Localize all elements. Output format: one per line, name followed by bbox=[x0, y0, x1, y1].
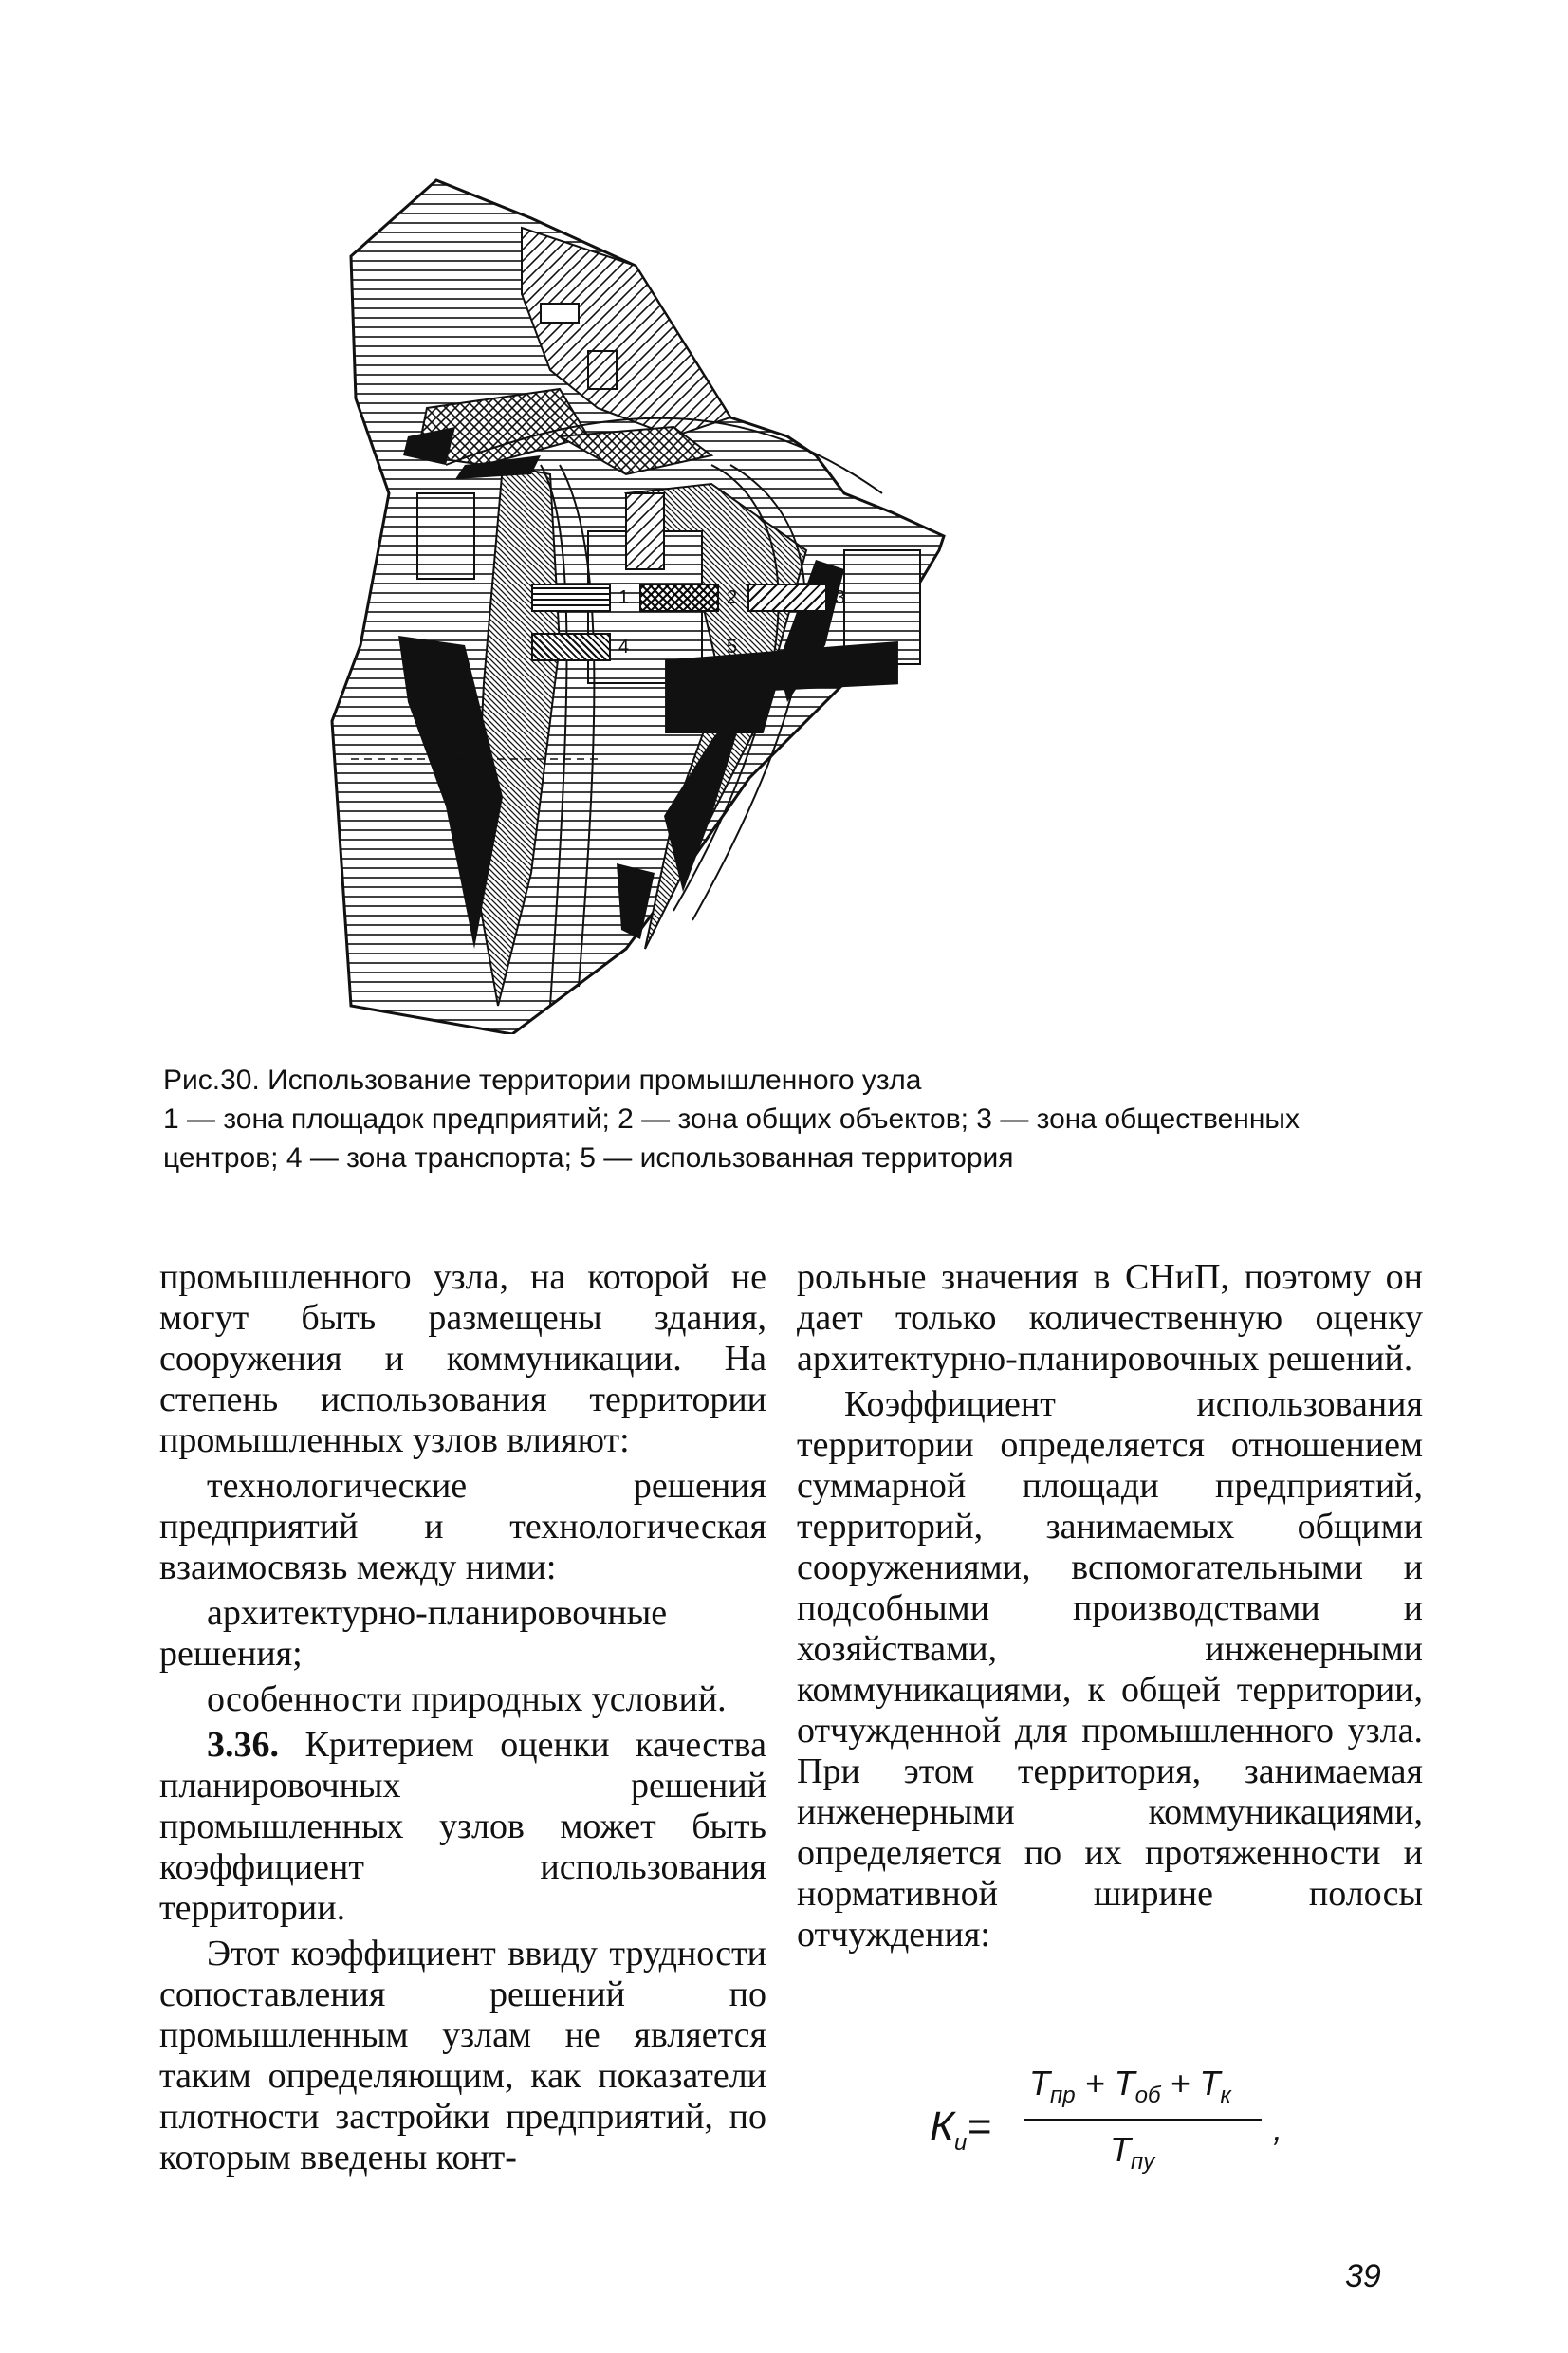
text-column-left bbox=[159, 1257, 766, 2183]
legend-label-5: 5 bbox=[727, 637, 738, 658]
coefficient-formula bbox=[930, 2064, 1328, 2196]
caption-legend-line-1: 1 — зона площадок предприятий; 2 — зона общих объектов; 3 — зона общественных bbox=[163, 1103, 1300, 1135]
list-item: особенности природных условий. bbox=[207, 1679, 727, 1719]
industrial-node-map bbox=[313, 152, 1148, 1034]
caption-title: Рис.30. Использование территории промышленного узла bbox=[163, 1065, 922, 1096]
paragraph bbox=[159, 1725, 766, 1929]
legend-label-2: 2 bbox=[727, 587, 738, 608]
page-number: 39 bbox=[1345, 2258, 1381, 2294]
fraction-bar bbox=[1024, 2119, 1262, 2121]
text-column-right bbox=[797, 1257, 1423, 1960]
formula-subscript: пр bbox=[1050, 2083, 1076, 2109]
legend-swatch-enterprise-sites bbox=[531, 584, 611, 612]
formula-numerator bbox=[1029, 2064, 1231, 2109]
map-legend bbox=[531, 584, 846, 688]
legend-label-1: 1 bbox=[618, 587, 630, 608]
building bbox=[626, 493, 664, 569]
formula-subscript: пу bbox=[1131, 2149, 1155, 2176]
legend-swatch-used-territory bbox=[639, 629, 924, 733]
formula-denominator bbox=[1110, 2130, 1154, 2176]
building bbox=[541, 304, 579, 323]
paragraph: Коэффициент использования территории определяется отношением суммарной площади предприятий, территорий, занимаемых общими сооружениями, вспомогательными и подсобными производствами и хозяйствами, инженерными коммуникациями, к общей территории, отчужденной для промышленного узла. При этом территория, занимаемая инженерными коммуникациями, определяется по их протяженности и нормативной ширине полосы отчуждения: bbox=[797, 1384, 1423, 1955]
paragraph: промышленного узла, на которой не могут быть размещены здания, сооружения и коммуникации. На степень использования территории промышленных узлов влияют: bbox=[159, 1257, 766, 1460]
formula-subscript: об bbox=[1134, 2083, 1161, 2109]
formula-term: T bbox=[1110, 2130, 1131, 2169]
list-item: архитектурно-планировочные решения; bbox=[159, 1593, 668, 1674]
formula-lhs bbox=[930, 2103, 991, 2157]
formula-subscript: и bbox=[953, 2129, 968, 2156]
paragraph-text: Критерием оценки качества планировочных решений промышленных узлов может быть коэффициент использования территории. bbox=[159, 1725, 766, 1928]
formula-subscript: к bbox=[1220, 2083, 1231, 2109]
paragraph: рольные значения в СНиП, поэтому он дает только количественную оценку архитектурно-планировочных решений. bbox=[797, 1257, 1423, 1379]
caption-legend-line-2: центров; 4 — зона транспорта; 5 — использованная территория bbox=[163, 1142, 1014, 1174]
legend-swatch-public-centers bbox=[747, 584, 827, 612]
figure-caption bbox=[163, 1061, 1444, 1177]
legend-swatch-shared-objects bbox=[639, 584, 719, 612]
formula-equals: = bbox=[967, 2103, 991, 2150]
formula-term: T bbox=[1029, 2064, 1050, 2103]
building bbox=[588, 351, 617, 389]
formula-term: + T bbox=[1160, 2064, 1221, 2103]
list-item: технологические решения предприятий и технологическая взаимосвязь между ними: bbox=[159, 1466, 766, 1587]
section-number: 3.36. bbox=[207, 1725, 279, 1765]
building bbox=[417, 493, 474, 579]
legend-label-4: 4 bbox=[618, 637, 630, 658]
formula-symbol: К bbox=[930, 2103, 954, 2150]
paragraph: Этот коэффициент ввиду трудности сопоставления решений по промышленным узлам не является таким определяющим, как показатели плотности застройки предприятий, по которым введены конт- bbox=[159, 1934, 766, 2177]
formula-comma: , bbox=[1273, 2109, 1283, 2148]
legend-swatch-transport bbox=[531, 633, 611, 661]
legend-label-3: 3 bbox=[835, 587, 846, 608]
formula-term: + T bbox=[1075, 2064, 1135, 2103]
